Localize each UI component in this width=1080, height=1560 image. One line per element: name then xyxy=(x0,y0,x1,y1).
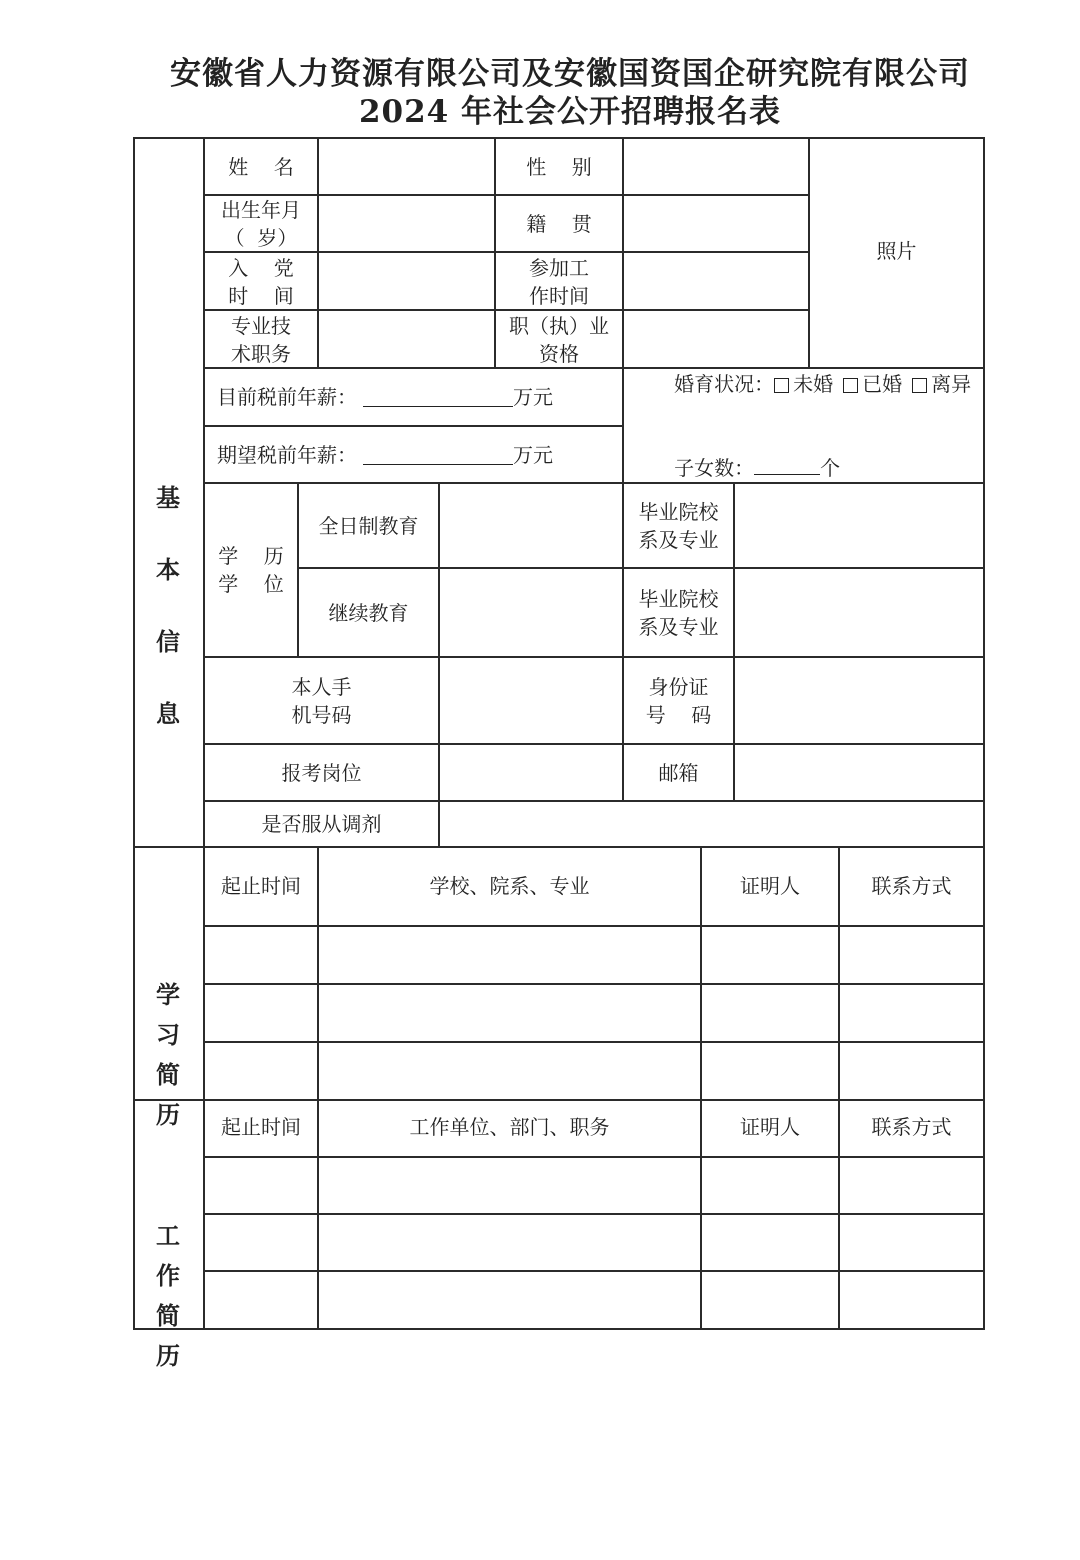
graduate-school-field-fulltime[interactable] xyxy=(735,484,983,567)
border-line xyxy=(983,137,985,1330)
marital-status-block xyxy=(624,369,983,482)
study-header-contact: 联系方式 xyxy=(871,874,952,898)
form-subtitle: 2024 年社会公开招聘报名表 xyxy=(358,94,782,130)
marital-status-row xyxy=(636,342,971,426)
fulltime-education-field[interactable] xyxy=(440,484,622,567)
graduate-school-label-fulltime: 毕业院校 系及专业 xyxy=(638,499,719,552)
work-header-contact: 联系方式 xyxy=(871,1115,952,1139)
work-header-referee: 证明人 xyxy=(740,1115,800,1139)
work-header-employer: 工作单位、部门、职务 xyxy=(409,1115,610,1139)
graduate-school-label-continuing: 毕业院校 系及专业 xyxy=(638,586,719,639)
form-title: 安徽省人力资源有限公司及安徽国资国企研究院有限公司 xyxy=(170,56,970,92)
name-label: 姓 名 xyxy=(228,155,294,179)
option-married: 已婚 xyxy=(862,371,903,396)
accept-adjustment-field[interactable] xyxy=(440,802,983,846)
applied-position-label: 报考岗位 xyxy=(281,760,362,785)
children-count-input[interactable] xyxy=(754,456,820,475)
gender-field[interactable] xyxy=(624,139,808,195)
hometown-label: 籍 贯 xyxy=(526,212,592,236)
id-number-field[interactable] xyxy=(735,658,983,743)
work-row-1[interactable] xyxy=(205,1158,983,1213)
phone-field[interactable] xyxy=(440,658,622,743)
applied-position-field[interactable] xyxy=(440,745,622,800)
party-join-date-field[interactable] xyxy=(319,253,494,310)
fulltime-education-label: 全日制教育 xyxy=(318,513,419,538)
study-row-1[interactable] xyxy=(205,927,983,983)
continuing-education-field[interactable] xyxy=(440,569,622,656)
study-row-3[interactable] xyxy=(205,1043,983,1099)
marital-status-label: 婚育状况： xyxy=(674,371,775,396)
work-header-period: 起止时间 xyxy=(221,1115,301,1139)
option-divorced: 离异 xyxy=(931,371,972,396)
current-salary-input[interactable] xyxy=(363,388,513,407)
graduate-school-field-continuing[interactable] xyxy=(735,569,983,656)
current-salary-row xyxy=(205,369,622,425)
education-degree-label: 学 历 学 位 xyxy=(218,544,284,596)
work-row-3[interactable] xyxy=(205,1272,983,1328)
children-label: 子女数： xyxy=(674,455,755,480)
section-label-basic-info: 基 本 信 息 xyxy=(156,483,180,728)
work-start-date-label: 参加工 作时间 xyxy=(529,255,589,308)
current-salary-label: 目前税前年薪： xyxy=(217,385,357,409)
expected-salary-unit: 万元 xyxy=(513,443,553,467)
qualification-label: 职（执）业 资格 xyxy=(509,313,609,366)
checkbox-married[interactable] xyxy=(843,378,858,393)
study-row-2[interactable] xyxy=(205,985,983,1041)
checkbox-divorced[interactable] xyxy=(912,378,927,393)
professional-title-field[interactable] xyxy=(319,311,494,368)
hometown-field[interactable] xyxy=(624,196,808,252)
section-label-study-history: 学 习 简 历 xyxy=(156,980,180,1129)
work-start-date-field[interactable] xyxy=(624,253,808,310)
section-label-work-history: 工 作 简 历 xyxy=(156,1221,180,1370)
party-join-date-label: 入 党 时 间 xyxy=(228,255,294,308)
birth-date-label: 出生年月 （ 岁） xyxy=(221,198,301,250)
expected-salary-row xyxy=(205,427,622,483)
professional-title-label: 专业技 术职务 xyxy=(231,313,291,366)
study-header-referee: 证明人 xyxy=(740,874,800,898)
phone-label: 本人手 机号码 xyxy=(291,674,352,727)
work-row-2[interactable] xyxy=(205,1215,983,1270)
gender-label: 性 别 xyxy=(526,155,592,179)
email-label: 邮箱 xyxy=(658,760,699,785)
continuing-education-label: 继续教育 xyxy=(328,600,409,625)
study-header-period: 起止时间 xyxy=(221,874,301,898)
border-line xyxy=(133,1328,985,1330)
email-field[interactable] xyxy=(735,745,983,800)
option-unmarried: 未婚 xyxy=(793,371,834,396)
accept-adjustment-label: 是否服从调剂 xyxy=(261,812,382,836)
current-salary-unit: 万元 xyxy=(513,385,553,409)
id-number-label: 身份证 号 码 xyxy=(645,674,712,727)
children-unit: 个 xyxy=(820,455,841,480)
photo-box[interactable]: 照片 xyxy=(876,239,917,263)
name-field[interactable] xyxy=(319,139,494,195)
expected-salary-label: 期望税前年薪： xyxy=(217,443,357,467)
study-header-school: 学校、院系、专业 xyxy=(429,874,590,898)
checkbox-unmarried[interactable] xyxy=(774,378,789,393)
expected-salary-input[interactable] xyxy=(363,446,513,465)
birth-date-field[interactable] xyxy=(319,196,494,252)
